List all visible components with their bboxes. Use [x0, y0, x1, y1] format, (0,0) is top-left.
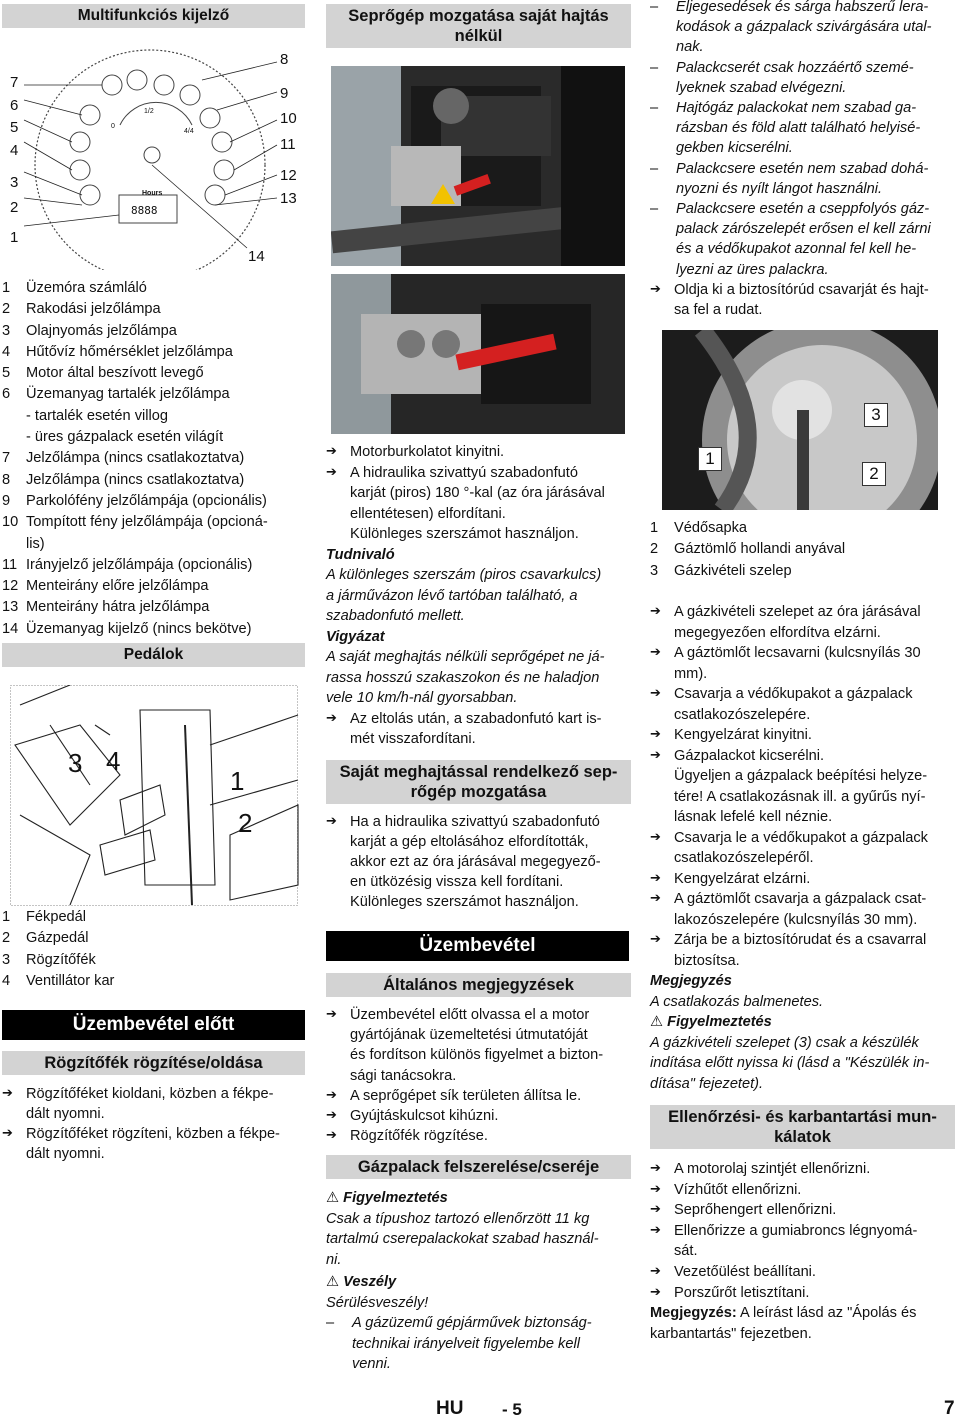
warning-triangle-icon: ⚠	[650, 1013, 664, 1030]
legend-item: 2 Gáztömlő hollandi anyával	[650, 541, 846, 558]
arrow-icon: ➔	[650, 1181, 661, 1197]
legend-item: lis)	[26, 535, 45, 552]
arrow-icon: ➔	[326, 814, 337, 829]
arrow-icon: ➔	[326, 444, 337, 459]
step-item: ➔ Rögzítőfék rögzítése.	[326, 1126, 631, 1146]
cylinder-dash-list	[650, 0, 955, 320]
final-note: Megjegyzés: A leírást lásd az "Ápolás és karbantartás" fejezetben.	[650, 1305, 917, 1342]
pedal-legend	[2, 907, 305, 992]
legend-item: 8 Jelzőlámpa (nincs csatlakoztatva)	[2, 471, 245, 488]
section-title-parking-brake: Rögzítőfék rögzítése/oldása	[2, 1051, 305, 1075]
note-text: A különleges szerszám (piros csavarkulcs) a járművázon lévő tartóban található, a szabadonfutó mellett.	[326, 567, 602, 624]
warning-label: ⚠ Figyelmeztetés	[650, 1013, 772, 1030]
section-title-move-without-drive: Seprőgép mozgatása saját hajtás nélkül	[326, 4, 631, 48]
arrow-icon: ➔	[326, 710, 337, 726]
legend-item: 13 Menteirány hátra jelzőlámpa	[2, 599, 210, 616]
hour-counter-digits: 8888	[131, 204, 158, 217]
special-tool-text: Különleges szerszámot használjon.	[350, 894, 579, 910]
arrow-icon: ➔	[650, 891, 661, 906]
legend-item: 2 Gázpedál	[2, 930, 89, 947]
arrow-icon: ➔	[650, 1202, 661, 1218]
step-item: ➔ Oldja ki a biztosítórúd csavarját és hajt- sa fel a rudat.	[650, 280, 955, 320]
pedal-label-1: 1	[230, 766, 245, 796]
arrow-icon: ➔	[650, 1161, 661, 1176]
footer-language: HU	[436, 1398, 464, 1419]
arrow-icon: ➔	[650, 932, 661, 947]
photo-label-3: 3	[864, 403, 888, 427]
step-item: ➔ A gázkivételi szelepet az óra járásával megegyezően elfordítva elzárni.	[650, 602, 955, 643]
self-drive-steps	[326, 812, 631, 912]
dash-item: – Palackcsere esetén a cseppfolyós gáz- palack zárószelepét erősen el kell zárni és a védőkupakot azonnal fel kell he- lyezni az üres palackra.	[650, 201, 931, 278]
dash-item: – Hajtógáz palackokat nem szabad ga- rázsban és föld alatt található helyisé- gekben kicserélni.	[650, 100, 921, 157]
arrow-icon: ➔	[650, 870, 661, 886]
move-steps	[326, 442, 631, 750]
engine-photo-top	[331, 66, 625, 266]
step-item: ➔ Rögzítőféket kioldani, közben a fékpe- dált nyomni.	[2, 1086, 274, 1122]
photo-label-2: 2	[862, 462, 886, 486]
legend-item: 12 Menteirány előre jelzőlámpa	[2, 578, 209, 595]
legend-item: 10 Tompított fény jelzőlámpája (opcioná-	[2, 514, 268, 531]
pedal-label-3: 3	[68, 748, 83, 778]
arrow-icon: ➔	[650, 1263, 661, 1279]
gas-cylinder-warnings	[326, 1188, 631, 1375]
step-item: ➔ Az eltolás után, a szabadonfutó kart is- mét visszafordítani.	[326, 709, 631, 750]
legend-item: - tartalék esetén villog	[26, 407, 168, 424]
legend-item: 14 Üzemanyag kijelző (nincs bekötve)	[2, 620, 252, 637]
legend-item: 6 Üzemanyag tartalék jelzőlámpa	[2, 386, 230, 403]
warning-text: A gázkivételi szelepet (3) csak a készülék indítása előtt nyissa ki (lásd a "Készülék in- dítása" fejezetet).	[650, 1034, 930, 1092]
caution-text: A saját meghajtás nélküli seprőgépet ne já- rassa hosszú szakaszokon és ne haladjon vele 10 km/h-nál gyorsabban.	[326, 649, 605, 706]
dash-item: – Palackcsere esetén nem szabad dohá- nyozni és nyílt lángot használni.	[650, 160, 929, 197]
arrow-icon: ➔	[650, 1284, 661, 1300]
warning-triangle-icon: ⚠	[326, 1273, 340, 1290]
gauge-label-half: 1/2	[144, 108, 154, 115]
step-item: ➔ A gáztömlőt csavarja a gázpalack csat- lakozószelepére (kulcsnyílás 30 mm).	[650, 889, 955, 930]
arrow-icon: ➔	[650, 747, 661, 763]
section-title-gas-cylinder: Gázpalack felszerelése/cseréje	[326, 1155, 631, 1179]
legend-item: 3 Gázkivételi szelep	[650, 562, 792, 579]
step-item: ➔ Üzembevétel előtt olvassa el a motor gyártójának üzemeltetési útmutatóját és fordítson különös figyelmet a bizton- sági tanácsokra.	[326, 1005, 631, 1086]
arrow-icon: ➔	[326, 1087, 337, 1103]
step-item: ➔ A hidraulika szivattyú szabadonfutó karját (piros) 180 °-kal (az óra járásával ellentétesen) elfordítani.	[326, 463, 631, 525]
legend-item: 1 Fékpedál	[2, 909, 87, 925]
arrow-icon: ➔	[650, 604, 661, 619]
footer-page-mid: - 5	[502, 1400, 522, 1419]
warning-triangle-icon: ⚠	[326, 1189, 340, 1206]
warning-text: Csak a típushoz tartozó ellenőrzött 11 kg tartalmú cserepalackokat szabad használ- ni.	[326, 1210, 599, 1268]
legend-item: 1 Védősapka	[650, 520, 748, 536]
general-steps	[326, 1005, 631, 1146]
photo-label-1: 1	[698, 447, 722, 471]
maintenance-steps	[650, 1159, 955, 1344]
legend-item: 3 Rögzítőfék	[2, 951, 96, 968]
step-item: ➔ Gyújtáskulcsot kihúzni.	[326, 1106, 631, 1126]
display-legend	[2, 278, 305, 640]
arrow-icon: ➔	[326, 464, 337, 480]
display-diagram	[2, 30, 305, 270]
arrow-icon: ➔	[650, 686, 661, 701]
note-text: A csatlakozás balmenetes.	[650, 993, 824, 1010]
section-title-pedals: Pedálok	[2, 643, 305, 667]
legend-item: 11 Irányjelző jelzőlámpája (opcionális)	[2, 556, 253, 573]
section-title-self-drive: Saját meghajtással rendelkező sep- rőgép mozgatása	[326, 760, 631, 804]
danger-subtitle: Sérülésveszély!	[326, 1294, 429, 1311]
gauge-label-full: 4/4	[184, 128, 194, 135]
legend-item: 1 Üzemóra számláló	[2, 280, 147, 296]
legend-item: 4 Ventillátor kar	[2, 972, 115, 989]
legend-item: 4 Hűtővíz hőmérséklet jelzőlámpa	[2, 343, 233, 360]
install-note: Ügyeljen a gázpalack beépítési helyze- tére! A csatlakozásnak ill. a gyűrűs nyí- lásnak lefelé kell néznie.	[674, 768, 928, 825]
warning-label: ⚠ Figyelmeztetés	[326, 1189, 448, 1206]
note-label: Tudnivaló	[326, 546, 395, 563]
step-item: ➔ A motorolaj szintjét ellenőrizni.	[650, 1159, 955, 1180]
step-item: ➔ A seprőgépet sík területen állítsa le.	[326, 1086, 631, 1106]
footer-page-number: 7	[944, 1398, 955, 1419]
legend-item: 2 Rakodási jelzőlámpa	[2, 301, 161, 318]
gas-cylinder-photo	[662, 330, 938, 510]
section-title-maintenance: Ellenőrzési- és karbantartási mun- kálatok	[650, 1105, 955, 1149]
arrow-icon: ➔	[650, 281, 661, 297]
danger-label: ⚠ Veszély	[326, 1273, 397, 1290]
note-label: Megjegyzés	[650, 973, 732, 989]
legend-item: 7 Jelzőlámpa (nincs csatlakoztatva)	[2, 450, 245, 467]
dash-item: – Eljegesedések és sárga habszerű lera- kodások a gázpalack szivárgására utal- nak.	[650, 0, 932, 56]
step-item: ➔ Ellenőrizze a gumiabroncs légnyomá- sát.	[650, 1221, 955, 1262]
arrow-icon: ➔	[2, 1086, 13, 1101]
danger-dash-item: – A gázüzemű gépjárművek biztonság- technikai irányelveit figyelembe kell venni.	[326, 1315, 592, 1372]
pedal-label-4: 4	[106, 746, 121, 776]
step-item: ➔ Csavarja a védőkupakot a gázpalack csatlakozószelepére.	[650, 684, 955, 725]
arrow-icon: ➔	[326, 1007, 337, 1022]
step-item: ➔ Gázpalackot kicserélni.	[650, 746, 955, 767]
step-item: ➔ Zárja be a biztosítórudat és a csavarral biztosítsa.	[650, 930, 955, 971]
caution-label: Vigyázat	[326, 628, 385, 645]
step-item: ➔ A gáztömlőt lecsavarni (kulcsnyílás 30 mm).	[650, 643, 955, 684]
cylinder-steps	[650, 602, 955, 1094]
legend-item: - üres gázpalack esetén világít	[26, 429, 224, 446]
arrow-icon: ➔	[650, 829, 661, 845]
arrow-icon: ➔	[650, 1222, 661, 1238]
section-title-display: Multifunkciós kijelző	[2, 4, 305, 28]
pedals-drawing	[10, 685, 300, 907]
legend-item: 9 Parkolófény jelzőlámpája (opcionális)	[2, 492, 267, 509]
section-title-commissioning: Üzembevétel	[326, 931, 629, 961]
step-item: ➔ Kengyelzárat kinyitni.	[650, 725, 955, 746]
step-item: ➔ Seprőhengert ellenőrizni.	[650, 1200, 955, 1221]
step-item: ➔ Motorburkolatot kinyitni.	[326, 442, 631, 463]
cylinder-legend	[650, 518, 955, 582]
step-item: ➔ Csavarja le a védőkupakot a gázpalack csatlakozószelepéről.	[650, 828, 955, 869]
arrow-icon: ➔	[2, 1126, 13, 1141]
section-title-before-use: Üzembevétel előtt	[2, 1010, 305, 1040]
gauge-label-zero: 0	[111, 123, 115, 130]
legend-item: 3 Olajnyomás jelzőlámpa	[2, 322, 177, 339]
display-left-numbers: 7 6 5 4 3 2 1	[10, 74, 19, 246]
parking-brake-steps	[2, 1084, 305, 1164]
step-item: ➔ Kengyelzárat elzárni.	[650, 869, 955, 890]
special-tool-text: Különleges szerszámot használjon.	[350, 526, 579, 542]
arrow-icon: ➔	[650, 645, 661, 660]
section-title-general-notes: Általános megjegyzések	[326, 973, 631, 997]
arrow-icon: ➔	[650, 727, 661, 742]
step-item: ➔ Porszűrőt letisztítani.	[650, 1283, 955, 1304]
step-item: ➔ Vízhűtőt ellenőrizni.	[650, 1180, 955, 1201]
arrow-icon: ➔	[326, 1128, 337, 1144]
pedal-label-2: 2	[238, 808, 253, 838]
step-item: ➔ Rögzítőféket rögzíteni, közben a fékpe- dált nyomni.	[2, 1126, 280, 1162]
engine-photo-bottom	[331, 274, 625, 434]
step-item: ➔ Ha a hidraulika szivattyú szabadonfutó karját a gép eltolásához elfordították, akkor ezt az óra járásával megegyező- en ütközésig vissza kell fordítani.	[326, 814, 601, 890]
gauge-label-hours: Hours	[142, 190, 163, 197]
dash-item: – Palackcserét csak hozzáértő szemé- lyeknek szabad elvégezni.	[650, 59, 914, 96]
step-item: ➔ Vezetőülést beállítani.	[650, 1262, 955, 1283]
display-number-14: 14	[248, 248, 265, 265]
legend-item: 5 Motor által beszívott levegő	[2, 365, 204, 382]
arrow-icon: ➔	[326, 1108, 337, 1124]
